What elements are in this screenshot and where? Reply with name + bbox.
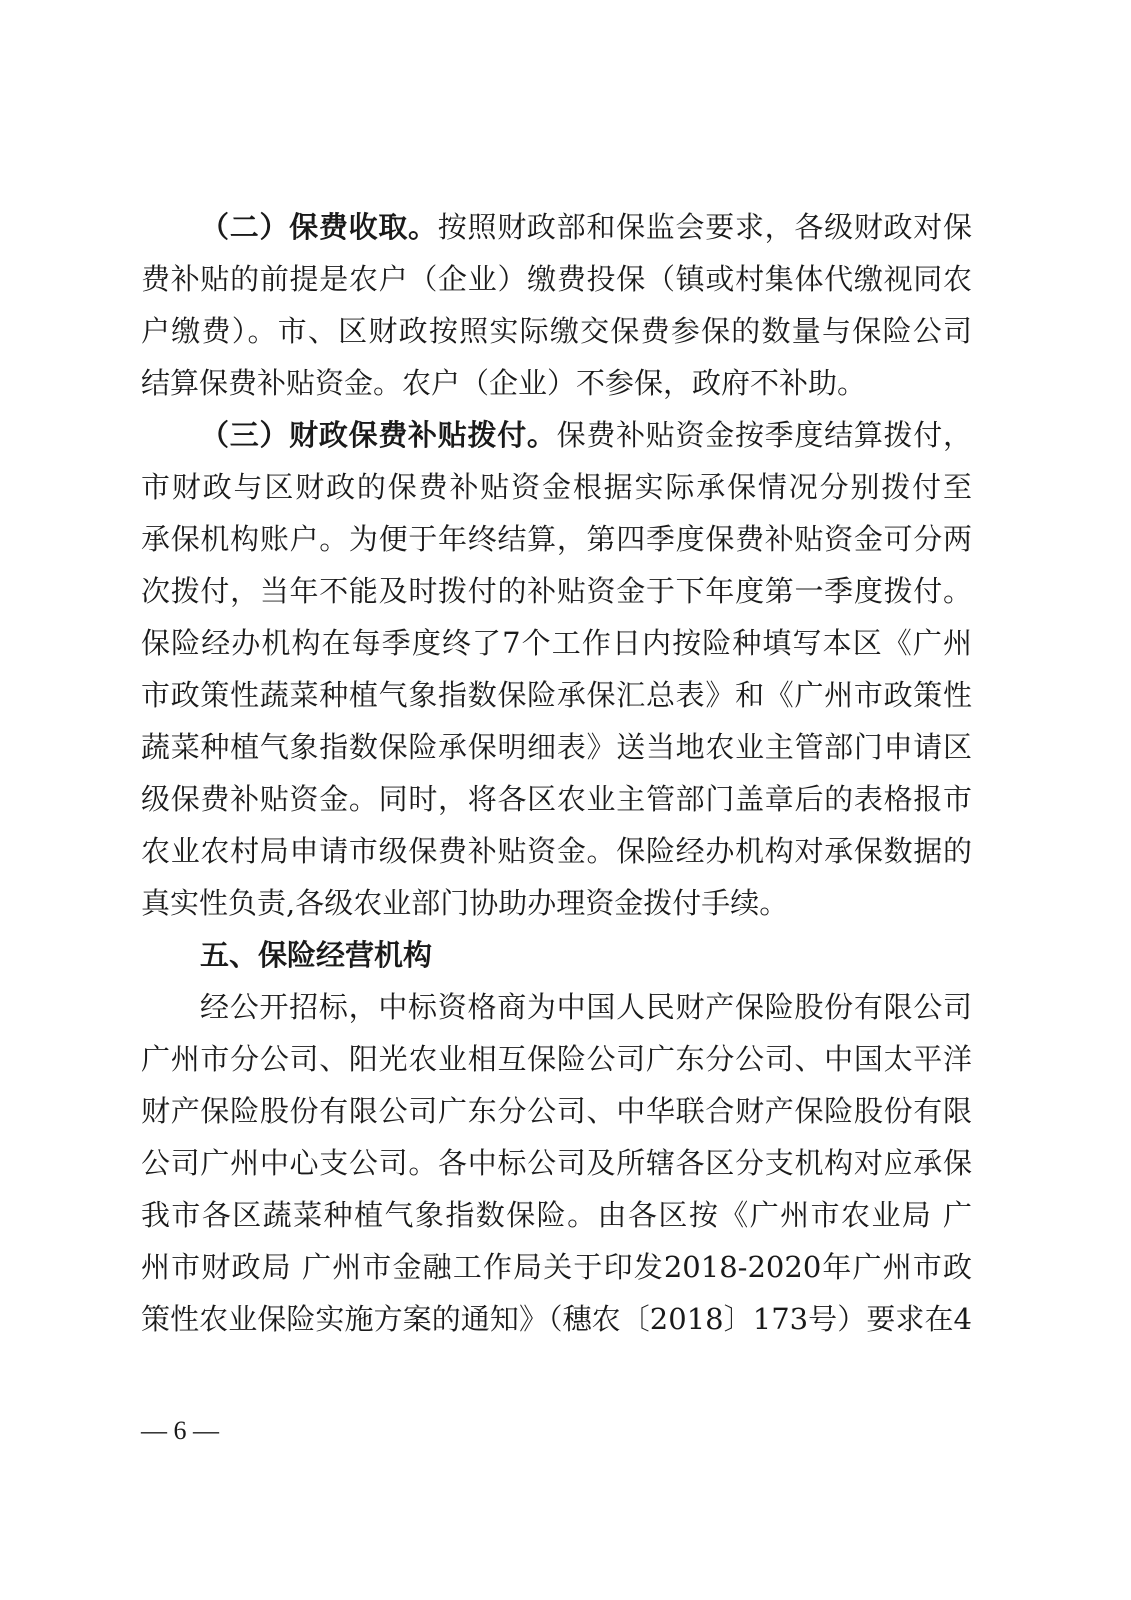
fee-collection-line-3: 户缴费）。市、区财政按照实际缴交保费参保的数量与保险公司 (141, 314, 972, 348)
subsidy-payment-line-9: 农业农村局申请市级保费补贴资金。保险经办机构对承保数据的 (141, 834, 972, 868)
insurers-line-5: 我市各区蔬菜种植气象指数保险。由各区按《广州市农业局 广 (141, 1198, 972, 1232)
subsidy-payment-line-8: 级保费补贴资金。同时，将各区农业主管部门盖章后的表格报市 (141, 782, 972, 816)
subsidy-payment-line-10: 真实性负责,各级农业部门协助办理资金拨付手续。 (141, 886, 789, 920)
page-number: — 6 — (141, 1416, 219, 1445)
fee-collection-lead: （二）保费收取。 (200, 210, 438, 244)
subsidy-payment-line-1 (200, 409, 972, 461)
fee-collection-line-2: 费补贴的前提是农户（企业）缴费投保（镇或村集体代缴视同农 (141, 262, 972, 296)
subsidy-payment-line-6: 市政策性蔬菜种植气象指数保险承保汇总表》和《广州市政策性 (141, 678, 972, 712)
section-heading: 五、保险经营机构 (200, 938, 433, 972)
insurers-line-2: 广州市分公司、阳光农业相互保险公司广东分公司、中国太平洋 (141, 1042, 972, 1076)
insurers-line-3: 财产保险股份有限公司广东分公司、中华联合财产保险股份有限 (141, 1094, 972, 1128)
subsidy-payment-line-2: 市财政与区财政的保费补贴资金根据实际承保情况分别拨付至 (141, 470, 972, 504)
subsidy-payment-line-4: 次拨付，当年不能及时拨付的补贴资金于下年度第一季度拨付。 (141, 574, 972, 608)
fee-collection-text: 按照财政部和保监会要求，各级财政对保 (437, 210, 972, 244)
insurers-line-6: 州市财政局 广州市金融工作局关于印发2018-2020年广州市政 (141, 1250, 972, 1284)
insurers-line-7: 策性农业保险实施方案的通知》（穗农〔2018〕173号）要求在4 (141, 1302, 972, 1336)
subsidy-payment-line-7: 蔬菜种植气象指数保险承保明细表》送当地农业主管部门申请区 (141, 730, 972, 764)
subsidy-payment-line-5: 保险经办机构在每季度终了7个工作日内按险种填写本区《广州 (141, 626, 972, 660)
insurers-line-4: 公司广州中心支公司。各中标公司及所辖各区分支机构对应承保 (141, 1146, 972, 1180)
subsidy-payment-line-3: 承保机构账户。为便于年终结算，第四季度保费补贴资金可分两 (141, 522, 972, 556)
subsidy-payment-text: 保费补贴资金按季度结算拨付， (556, 418, 972, 452)
subsidy-payment-lead: （三）财政保费补贴拨付。 (200, 418, 557, 452)
fee-collection-line-4: 结算保费补贴资金。农户（企业）不参保，政府不补助。 (141, 366, 867, 400)
insurers-line-1: 经公开招标，中标资格商为中国人民财产保险股份有限公司 (200, 990, 972, 1024)
fee-collection-line-1 (200, 201, 972, 253)
